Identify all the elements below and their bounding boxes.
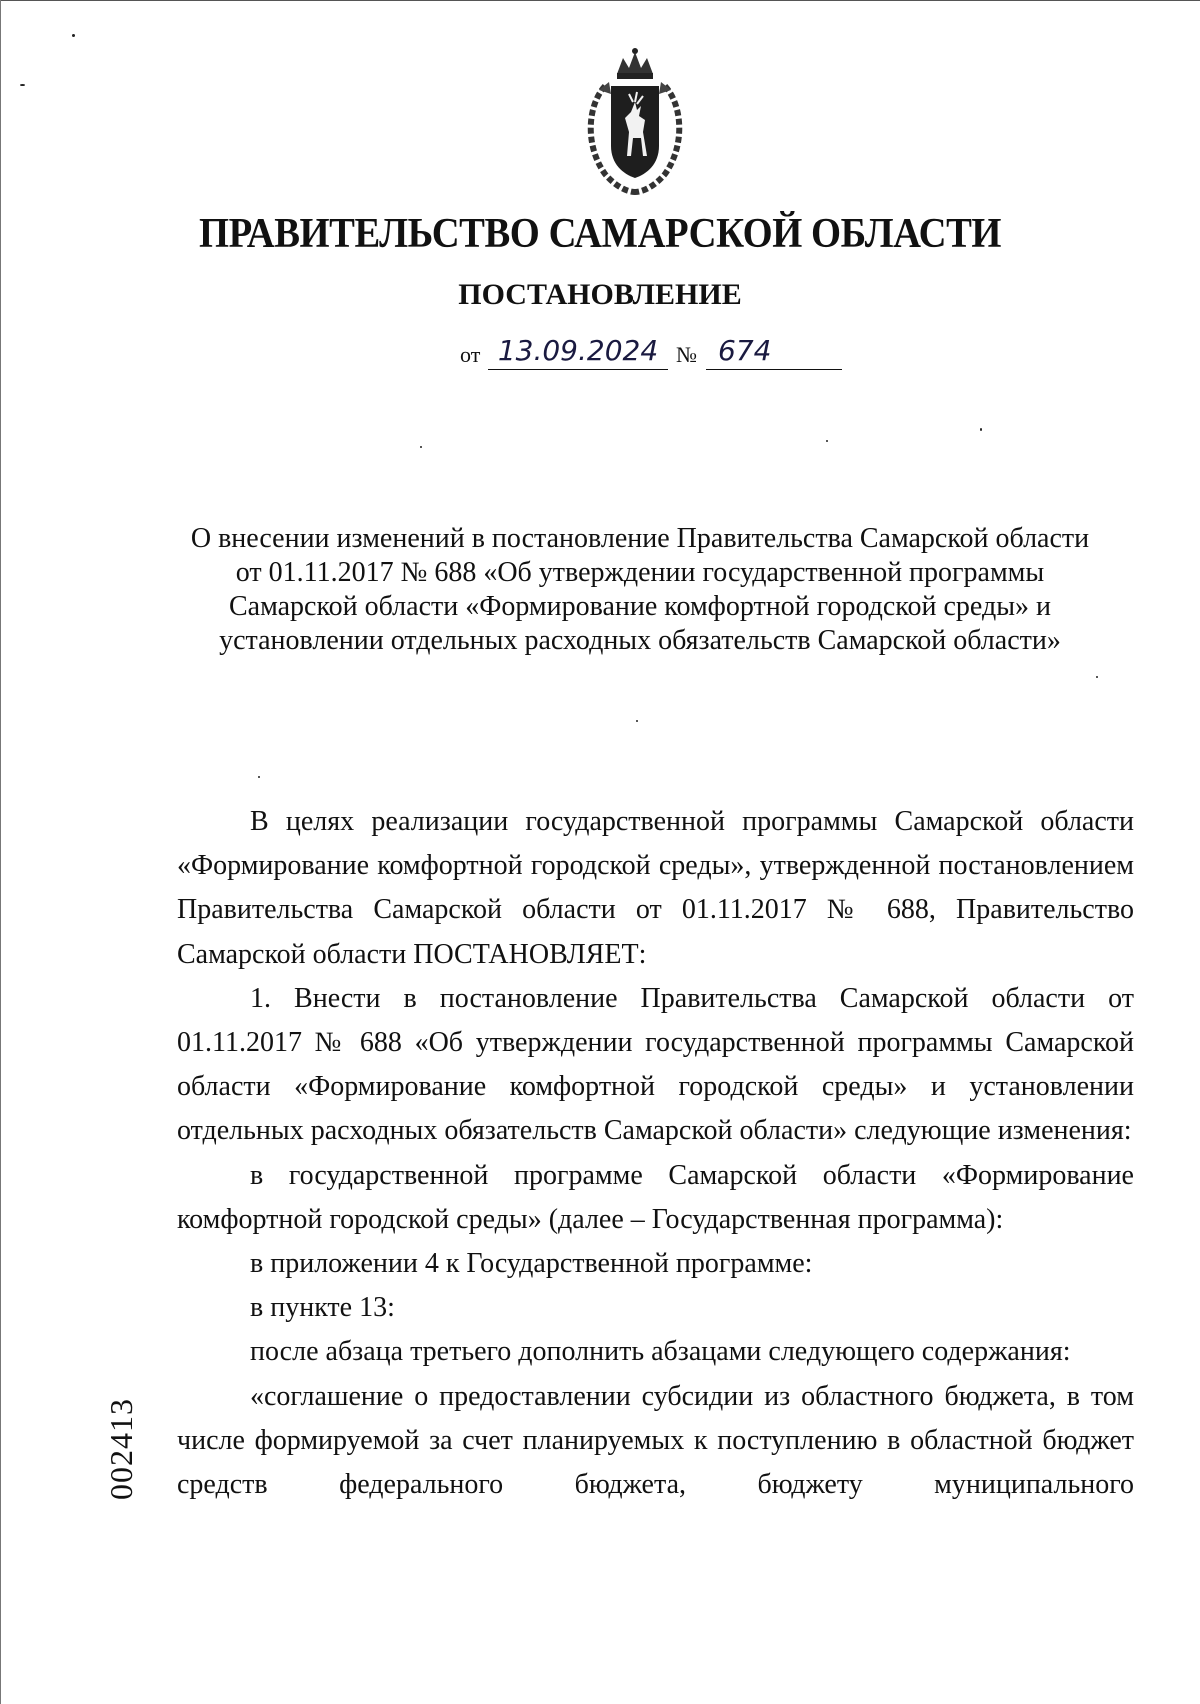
document-subject <box>170 522 1110 658</box>
scan-speck <box>72 34 75 37</box>
paragraph-appendix: в приложении 4 к Государственной программе: <box>250 1248 813 1280</box>
scan-speck <box>636 720 638 722</box>
paragraph-preamble: В целях реализации государственной программы Самарской области «Формирование комфортной городской среды», утвержденной постановлением Правительства Самарской области от 01.11.2017 № 688, Правительство Самарской области ПОСТАНОВЛЯЕТ: <box>177 806 1134 970</box>
subject-line: установлении отдельных расходных обязательств Самарской области» <box>219 625 1061 656</box>
scan-speck <box>980 428 982 431</box>
subject-line: О внесении изменений в постановление Правительства Самарской области <box>190 523 1090 554</box>
subject-line: от 01.11.2017 № 688 «Об утверждении государственной программы <box>235 557 1045 588</box>
date-number-line <box>460 332 860 372</box>
scan-speck <box>20 84 25 86</box>
paragraph-program: в государственной программе Самарской области «Формирование комфортной городской среды» (далее – Государственная программа): <box>177 1159 1134 1235</box>
paragraph-point: в пункте 13: <box>250 1292 395 1324</box>
handwritten-number: 674 <box>706 333 842 370</box>
subject-line: Самарской области «Формирование комфортной городской среды» и <box>228 591 1052 622</box>
document-body <box>177 800 1134 1507</box>
document-type: ПОСТАНОВЛЕНИЕ <box>458 278 742 311</box>
scan-speck <box>826 440 828 442</box>
scan-edge-top <box>0 0 1200 1</box>
government-title: ПРАВИТЕЛЬСТВО САМАРСКОЙ ОБЛАСТИ <box>199 211 1001 257</box>
number-prefix: № <box>676 342 697 367</box>
scan-edge-left <box>0 0 1 1704</box>
paragraph-item-1: 1. Внести в постановление Правительства Самарской области от 01.11.2017 № 688 «Об утверждении государственной программы Самарской области «Формирование комфортной городской среды» и установлении отдельных расходных обязательств Самарской области» следующие изменения: <box>177 982 1134 1147</box>
scan-speck <box>420 446 422 448</box>
paragraph-addition: после абзаца третьего дополнить абзацами следующего содержания: <box>250 1336 1071 1368</box>
coat-of-arms-icon <box>575 46 695 196</box>
margin-stamp-number: 002413 <box>103 1398 139 1500</box>
paragraph-quote: «соглашение о предоставлении субсидии из областного бюджета, в том числе формируемой за счет планируемых к поступлению в областной бюджет средств федерального бюджета, бюджету муниципального <box>177 1380 1134 1501</box>
scan-speck <box>258 776 260 778</box>
scan-speck <box>1096 676 1098 678</box>
handwritten-date: 13.09.2024 <box>488 333 668 370</box>
date-prefix: от <box>460 342 481 367</box>
